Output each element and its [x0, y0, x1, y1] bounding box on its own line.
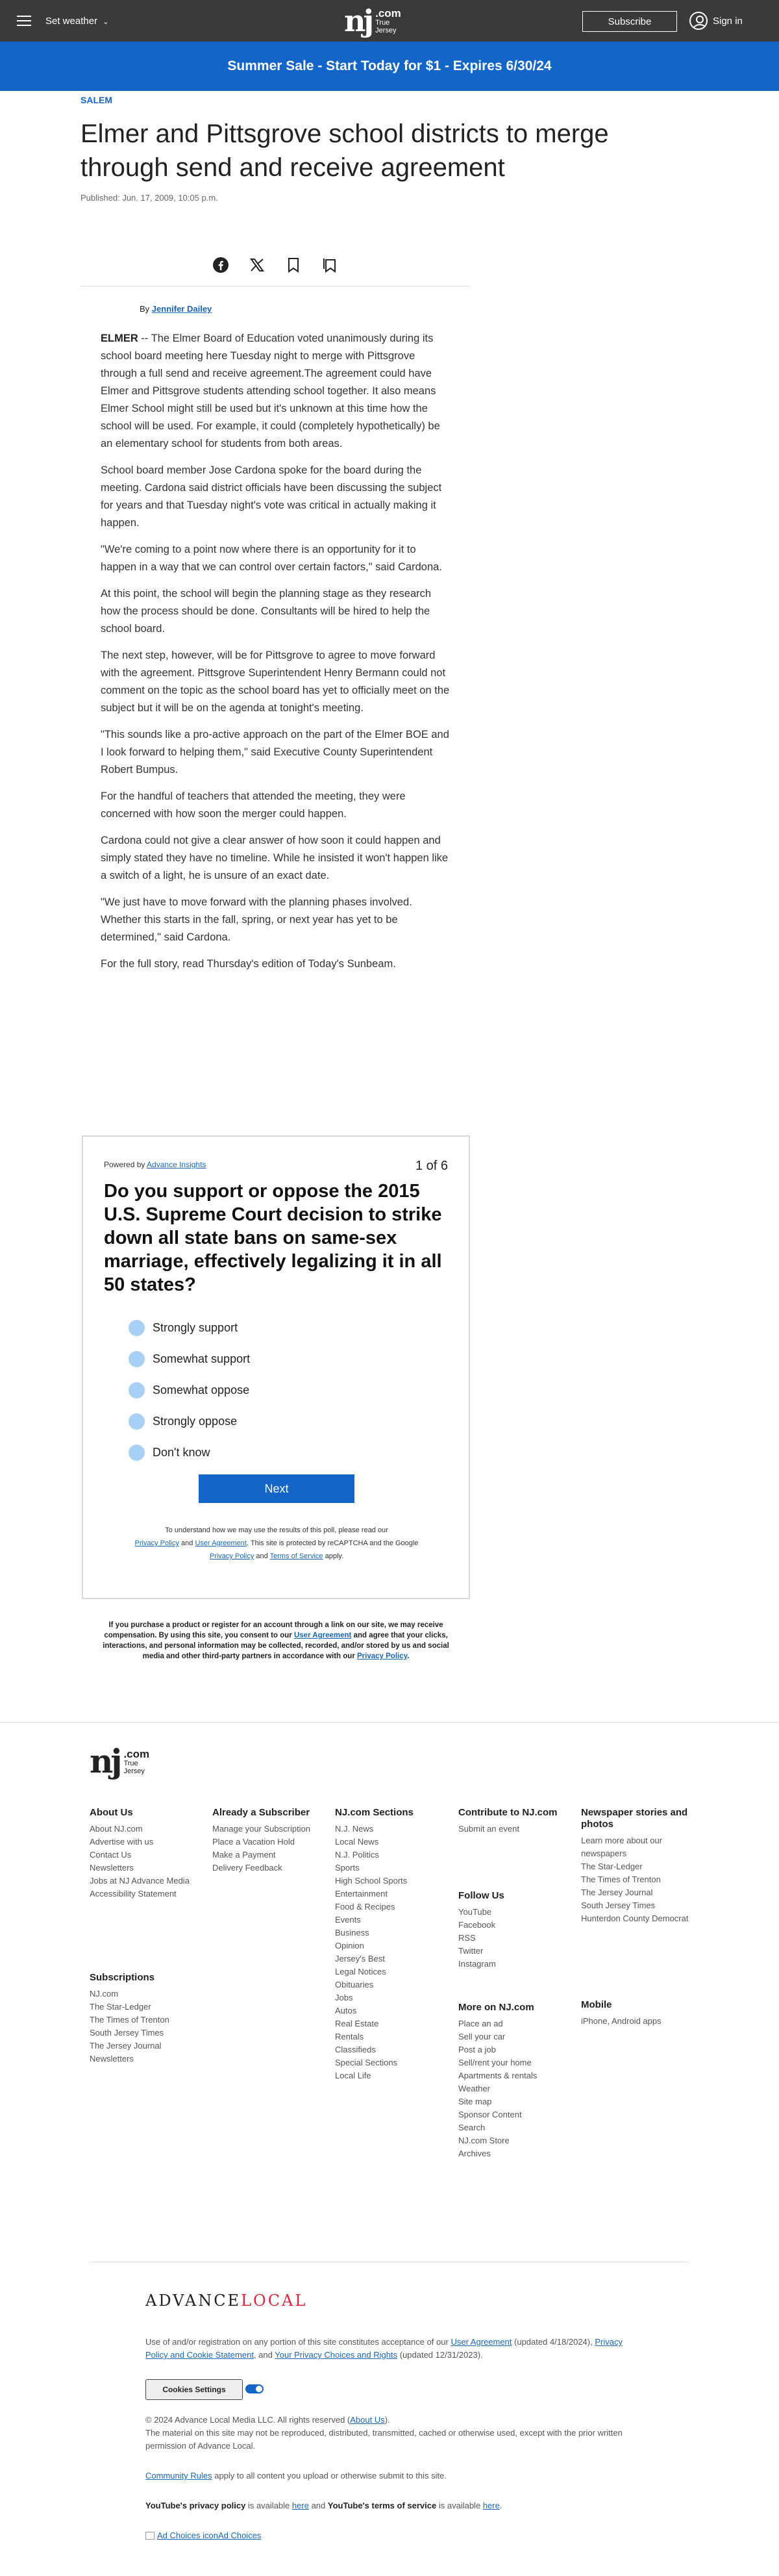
footer-contribute-column	[458, 1807, 565, 1836]
user-agreement-link[interactable]: User Agreement	[195, 1539, 247, 1547]
article-body	[101, 330, 451, 982]
footer-link[interactable]: Events	[335, 1915, 361, 1925]
twitter-link[interactable]: Twitter	[458, 1946, 484, 1956]
footer-link[interactable]: Local Life	[335, 2071, 371, 2080]
advance-local-logo	[145, 2292, 307, 2310]
ad-choices-label: Ad Choices iconAd Choices	[157, 2531, 262, 2540]
footer-link[interactable]: The Star-Ledger	[90, 2002, 151, 2012]
article-headline: Elmer and Pittsgrove school districts to merge through send and receive agreement	[80, 120, 609, 182]
footer-link[interactable]: Legal Notices	[335, 1967, 386, 1976]
logo-jersey: Jersey	[123, 1767, 145, 1775]
article-paragraph: The next step, however, will be for Pittsgrove to agree to move forward with the agreement. Pittsgrove Superintendent Henry Bermann could not comment on the topic as the school board has yet to officially meet on the subject but it will be on the agenda at tonight's meeting.	[101, 650, 450, 714]
footer-column-title: Contribute to NJ.com	[458, 1807, 558, 1818]
community-rules-text	[145, 2471, 447, 2481]
advance-logo-main: ADVANCE	[145, 2292, 241, 2310]
footer-logo[interactable]	[90, 1742, 150, 1780]
logo-tagline	[123, 1749, 149, 1775]
privacy-policy-link[interactable]: Privacy Policy	[357, 1652, 408, 1660]
footer-link[interactable]: Learn more about our newspapers	[581, 1836, 663, 1858]
author-link[interactable]: Jennifer Dailey	[151, 304, 212, 314]
poll-question: Do you support or oppose the 2015 U.S. Supreme Court decision to strike down all state bans on same-sex marriage, effectively legalizing it in all 50 states?	[104, 1181, 442, 1295]
poll-option[interactable]	[129, 1412, 237, 1430]
legal-text: Use of and/or registration on any portion of this site constitutes acceptance of our	[145, 2337, 449, 2347]
footer-link[interactable]: Sports	[335, 1863, 360, 1873]
footer-subscriber-column	[212, 1807, 316, 1875]
article-paragraph: "We're coming to a point now where there is an opportunity for it to happen in a way that we can control over certain factors," said Cardona.	[101, 544, 442, 573]
footer-link[interactable]: Newsletters	[90, 1863, 134, 1873]
article-paragraph: School board member Jose Cardona spoke for the board during the meeting. Cardona said district officials have been discussing the subject for years and that Tuesday night's vote was critical in actually making it happen.	[101, 464, 442, 529]
article-paragraph: At this point, the school will begin the planning stage as they research how the process should be done. Consultants will be hired to help the school board.	[101, 588, 432, 635]
poll-option[interactable]	[129, 1443, 210, 1461]
copyright-part: ).	[384, 2415, 390, 2425]
radio-button[interactable]	[129, 1445, 145, 1461]
copyright-part: © 2024 Advance Local Media LLC. All rights reserved (	[145, 2415, 351, 2425]
footer-link[interactable]: Jersey's Best	[335, 1954, 385, 1964]
footer-follow-column	[458, 1890, 565, 1971]
advance-insights-link[interactable]: Advance Insights	[147, 1160, 206, 1169]
logo-nj-text: nj	[90, 1742, 120, 1780]
disclaimer-text: and agree that your clicks, interactions, and personal information may be collected, recorded, and/or stored by us and social media and other third-party partners in accordance with our	[103, 1632, 449, 1660]
footer-divider	[0, 1722, 779, 1723]
logo-jersey: Jersey	[375, 26, 397, 34]
footer-link[interactable]: South Jersey Times	[581, 1900, 656, 1910]
footer-link[interactable]: Archives	[458, 2149, 491, 2158]
poll-option-label: Strongly support	[153, 1320, 238, 1334]
footer-link[interactable]: Search	[458, 2123, 486, 2132]
footer-column-title: Subscriptions	[90, 1972, 155, 1983]
subscribe-button[interactable]: Subscribe	[582, 11, 677, 32]
footer-link[interactable]: Delivery Feedback	[212, 1863, 282, 1873]
footer-sections-column	[335, 1807, 442, 2082]
footer-link[interactable]: NJ.com Store	[458, 2136, 510, 2145]
footer-link[interactable]: iPhone, Android apps	[581, 2016, 662, 2026]
poll-option-label: Strongly oppose	[153, 1414, 238, 1428]
advance-logo-accent: LOCAL	[241, 2292, 308, 2310]
logo-true: True	[375, 18, 390, 27]
footer-link[interactable]: Newsletters	[90, 2054, 134, 2064]
sign-in-label: Sign in	[713, 15, 743, 27]
legal-text: (updated 4/18/2024),	[514, 2337, 593, 2347]
footer-link[interactable]: Jobs	[335, 1993, 353, 2002]
about-us-link[interactable]: About Us	[350, 2415, 385, 2425]
footer-link[interactable]: NJ.com	[90, 1989, 119, 1999]
footer-link[interactable]: Weather	[458, 2084, 490, 2093]
footer-column-title: More on NJ.com	[458, 2002, 534, 2013]
footer-link[interactable]: The Times of Trenton	[581, 1875, 661, 1884]
article-paragraph: For the handful of teachers that attended the meeting, they were concerned with how soon the merger could happen.	[101, 790, 406, 820]
ad-choices-icon	[145, 2532, 155, 2540]
nj-logo[interactable]	[344, 4, 401, 38]
chevron-down-icon: ⌄	[103, 18, 109, 26]
poll-widget	[82, 1135, 470, 1599]
footer-subscriptions-column	[90, 1972, 197, 2065]
footer-link[interactable]: Obituaries	[335, 1980, 374, 1989]
logo-nj-text: nj	[344, 3, 372, 38]
poll-counter: 1 of 6	[415, 1159, 448, 1173]
yt-period: .	[499, 2501, 502, 2510]
published-date: Published: Jun. 17, 2009, 10:05 p.m.	[80, 193, 218, 203]
google-privacy-link[interactable]: Privacy Policy	[209, 1552, 254, 1560]
footer-column-title: Already a Subscriber	[212, 1807, 310, 1818]
footer-link[interactable]: Opinion	[335, 1941, 364, 1951]
yt-text: and	[311, 2501, 326, 2510]
user-agreement-link[interactable]: User Agreement	[293, 1632, 352, 1639]
footer-link[interactable]: Place a Vacation Hold	[212, 1837, 295, 1847]
footer-link[interactable]: Hunterdon County Democrat	[581, 1913, 689, 1923]
footer-more-column	[458, 2002, 565, 2160]
footer-link[interactable]: Accessibility Statement	[90, 1889, 177, 1899]
user-icon	[689, 12, 708, 30]
footer-link[interactable]: Make a Payment	[212, 1850, 276, 1860]
article-paragraph: "This sounds like a pro-active approach on the part of the Elmer BOE and I look forward to helping them," said Executive County Superintendent Robert Bumpus.	[101, 729, 449, 776]
footer-link[interactable]: N.J. News	[335, 1824, 374, 1834]
footer-link[interactable]: South Jersey Times	[90, 2028, 164, 2038]
footer-column-title: NJ.com Sections	[335, 1807, 414, 1818]
footer-link[interactable]: Autos	[335, 2006, 357, 2015]
yt-text: is available	[438, 2501, 481, 2510]
footer-link[interactable]: Local News	[335, 1837, 379, 1847]
footer-about-column	[90, 1807, 197, 1900]
footer-link[interactable]: The Jersey Journal	[90, 2041, 162, 2051]
radio-button[interactable]	[129, 1382, 145, 1398]
cookies-settings-button[interactable]: Cookies Settings	[145, 2379, 243, 2400]
yt-privacy-label: YouTube's privacy policy	[145, 2501, 246, 2510]
radio-button[interactable]	[129, 1320, 145, 1336]
saved-list-icon[interactable]	[319, 255, 340, 275]
ad-choices-link[interactable]	[145, 2531, 261, 2540]
privacy-choices-link[interactable]: Your Privacy Choices and Rights	[275, 2350, 398, 2360]
logo-tagline	[375, 8, 401, 34]
footer-column-title: Newspaper stories and photos	[581, 1807, 688, 1830]
footer-link[interactable]: About NJ.com	[90, 1824, 143, 1834]
article-paragraph: For the full story, read Thursday's edition of Today's Sunbeam.	[101, 958, 396, 970]
poll-option-label: Somewhat support	[153, 1352, 251, 1365]
legal-and: and	[256, 1552, 268, 1560]
bookmark-icon[interactable]	[283, 255, 304, 275]
footer-link[interactable]: Food & Recipes	[335, 1902, 395, 1912]
footer-link[interactable]: Sponsor Content	[458, 2110, 522, 2119]
footer-link[interactable]: Sell/rent your home	[458, 2058, 532, 2067]
privacy-policy-link[interactable]: Privacy Policy	[134, 1539, 179, 1547]
yt-terms-label: YouTube's terms of service	[327, 2501, 437, 2510]
legal-mid: . This site is protected by reCAPTCHA and the Google	[246, 1539, 419, 1547]
logo-true: True	[123, 1759, 138, 1767]
instagram-link[interactable]: Instagram	[458, 1959, 496, 1969]
sign-in-button[interactable]	[689, 10, 743, 31]
poll-powered-by	[104, 1160, 206, 1169]
footer-mobile-column	[581, 1999, 691, 2028]
disclaimer-period: .	[407, 1652, 410, 1660]
poll-option-label: Don't know	[153, 1445, 210, 1459]
logo-com: .com	[123, 1747, 150, 1760]
footer-link[interactable]: Rentals	[335, 2032, 364, 2041]
promo-banner[interactable]: Summer Sale - Start Today for $1 - Expires 6/30/24	[0, 42, 779, 91]
privacy-cookie-link[interactable]: Privacy Policy and Cookie Statement	[145, 2337, 623, 2360]
menu-icon[interactable]	[17, 16, 31, 26]
logo-com: .com	[375, 6, 401, 19]
footer-link[interactable]: Jobs at NJ Advance Media	[90, 1876, 190, 1886]
footer-link[interactable]: Manage your Subscription	[212, 1824, 311, 1834]
footer-link[interactable]: Place an ad	[458, 2019, 503, 2028]
footer-link[interactable]: Classifieds	[335, 2045, 376, 2054]
footer-column-title: Mobile	[581, 1999, 612, 2010]
legal-text: , and	[253, 2350, 273, 2360]
set-weather-label: Set weather	[45, 16, 98, 27]
legal-and: and	[181, 1539, 193, 1547]
poll-option[interactable]	[129, 1350, 250, 1368]
yt-privacy-here-link[interactable]: here	[291, 2501, 309, 2510]
legal-intro: To understand how we may use the results of this poll, please read our	[165, 1526, 388, 1534]
footer-column-title: About Us	[90, 1807, 133, 1818]
poll-option-label: Somewhat oppose	[153, 1383, 250, 1396]
footer-link[interactable]: Advertise with us	[90, 1837, 154, 1847]
set-weather-button[interactable]	[45, 16, 108, 27]
footer-link[interactable]: N.J. Politics	[335, 1850, 379, 1860]
powered-by-label: Powered by	[104, 1160, 145, 1169]
footer-link[interactable]: Post a job	[458, 2045, 496, 2054]
article-paragraph: "We just have to move forward with the planning phases involved. Whether this starts in the fall, spring, or next year has yet to be determined," said Cardona.	[101, 896, 412, 943]
copyright-text	[145, 2414, 645, 2453]
byline-by: By	[140, 304, 150, 314]
community-rules-link[interactable]: Community Rules	[145, 2471, 212, 2481]
user-agreement-link[interactable]: User Agreement	[451, 2337, 512, 2347]
copyright-part: The material on this site may not be reproduced, distributed, transmitted, cached or otherwise used, except with the prior written permission of Advance Local.	[145, 2428, 623, 2451]
facebook-link[interactable]: Facebook	[458, 1920, 496, 1930]
footer-link[interactable]: Submit an event	[458, 1824, 519, 1834]
yt-text: is available	[247, 2501, 290, 2510]
footer-link[interactable]: Apartments & rentals	[458, 2071, 538, 2080]
x-twitter-icon[interactable]	[247, 255, 267, 275]
community-text: apply to all content you upload or otherwise submit to this site.	[214, 2471, 447, 2481]
disclaimer-text: If you purchase a product or register for an account through a link on our site, we may receive compensation. By using this site, you consent to our	[104, 1621, 443, 1639]
legal-apply: apply.	[325, 1552, 344, 1560]
section-link[interactable]: SALEM	[80, 95, 112, 105]
privacy-toggle-icon[interactable]	[245, 2384, 264, 2393]
paragraph-text: -- The Elmer Board of Education voted unanimously during its school board meeting here Tuesday night to merge with Pittsgrove through a full send and receive agreement.The agreement could have Elmer and Pittsgrove students attending school together. It also means Elmer School might still be used but it's unknown at this time how the school will be used. For example, it could (completely hypothetically) be an elementary school for students from both areas.	[101, 333, 440, 449]
footer-newspaper-column	[581, 1807, 691, 1925]
youtube-legal-text	[145, 2501, 502, 2510]
footer-link[interactable]: Business	[335, 1928, 369, 1938]
footer-link[interactable]: Special Sections	[335, 2058, 398, 2067]
footer-link[interactable]: Contact Us	[90, 1850, 132, 1860]
article-paragraph	[101, 330, 451, 453]
footer-link[interactable]: Entertainment	[335, 1889, 388, 1899]
rss-link[interactable]: RSS	[458, 1933, 476, 1943]
poll-option[interactable]	[129, 1319, 238, 1337]
footer-link[interactable]: The Jersey Journal	[581, 1888, 653, 1897]
radio-button[interactable]	[129, 1413, 145, 1430]
affiliate-disclaimer	[101, 1620, 451, 1661]
terms-of-service-link[interactable]: Terms of Service	[269, 1552, 323, 1560]
footer-link[interactable]: The Times of Trenton	[90, 2015, 169, 2025]
dateline: ELMER	[101, 333, 138, 344]
legal-terms-text	[145, 2336, 626, 2362]
legal-text: (updated 12/31/2023).	[399, 2350, 483, 2360]
poll-legal-text	[96, 1524, 457, 1563]
footer-link[interactable]: Sell your car	[458, 2032, 506, 2041]
footer-link[interactable]: Real Estate	[335, 2019, 379, 2028]
radio-button[interactable]	[129, 1351, 145, 1367]
youtube-link[interactable]: YouTube	[458, 1907, 492, 1917]
top-navigation-bar	[0, 0, 779, 42]
footer-link[interactable]: High School Sports	[335, 1876, 408, 1886]
footer-column-title: Follow Us	[458, 1890, 504, 1901]
footer-link[interactable]: The Star-Ledger	[581, 1862, 643, 1871]
poll-next-button[interactable]: Next	[199, 1474, 354, 1503]
poll-option[interactable]	[129, 1381, 249, 1399]
facebook-icon[interactable]	[210, 255, 231, 275]
byline	[140, 304, 212, 314]
footer-link[interactable]: Site map	[458, 2097, 492, 2106]
yt-terms-here-link[interactable]: here	[482, 2501, 500, 2510]
article-paragraph: Cardona could not give a clear answer of how soon it could happen and simply stated they have no timeline. While he insisted it won't happen like a switch of a light, he is unsure of an exact date.	[101, 835, 449, 881]
